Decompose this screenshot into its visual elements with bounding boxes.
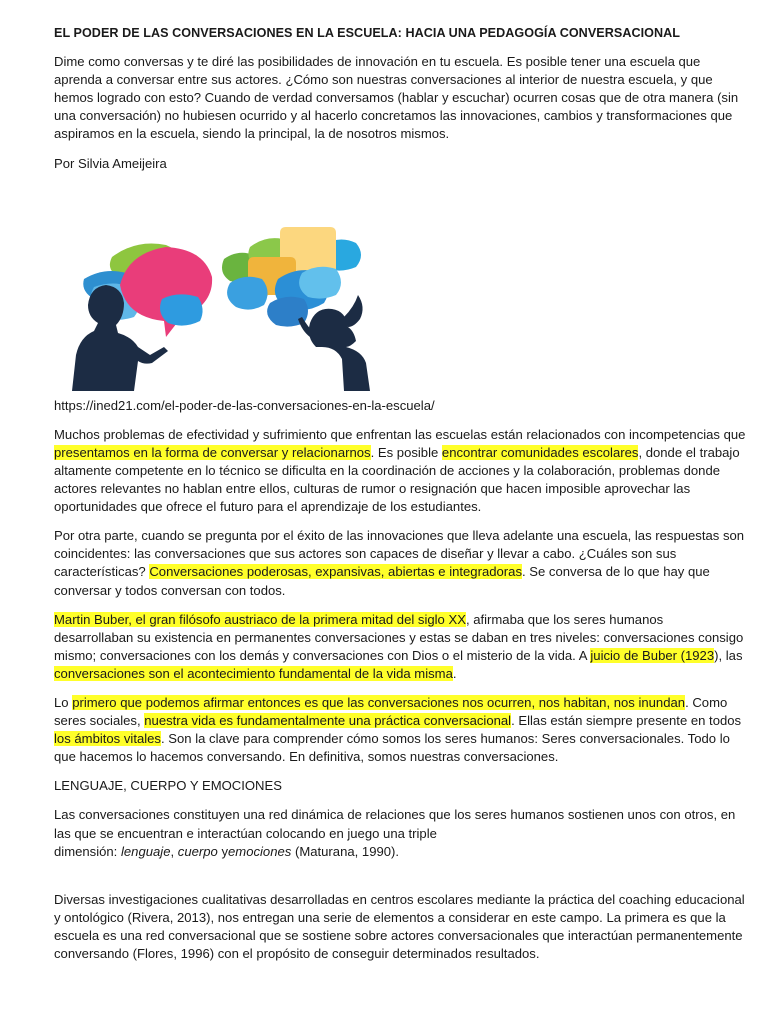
- highlight: conversaciones son el acontecimiento fundamental de la vida misma: [54, 665, 453, 681]
- document-title: EL PODER DE LAS CONVERSACIONES EN LA ESCUELA: HACIA UNA PEDAGOGÍA CONVERSACIONAL: [54, 26, 681, 40]
- author-line: Por Silvia Ameijeira: [54, 155, 167, 171]
- intro-paragraph: Dime como conversas y te diré las posibilidades de innovación en tu escuela. Es posible tener una escuela que aprenda a conversar entre sus actores. ¿Cómo son nuestras conversaciones al interior de nuestra escuela, y que hemos logrado con esto? Cuando de verdad conversamos (hablar y escuchar) ocurren cosas que de otra manera (sin una conversación) no hubiesen ocurrido y al hacerlo concretamos las innovaciones, cambios y transformaciones que aspiramos en la escuela, siendo la principal, la de nosotros mismos.: [54, 54, 739, 142]
- highlight: nuestra vida es fundamentalmente una práctica conversacional: [144, 713, 512, 729]
- highlight: Martin Buber, el gran filósofo austriaco de la primera mitad del siglo XX: [54, 611, 466, 627]
- highlight: los ámbitos vitales: [54, 731, 161, 747]
- document-page: [54, 24, 746, 963]
- highlight: juicio de Buber (1923: [590, 647, 715, 663]
- highlight: encontrar comunidades escolares: [441, 444, 639, 460]
- paragraph-buber: Martin Buber, el gran filósofo austriaco de la primera mitad del siglo XX, afirmaba que los seres humanos desarrollaban su existencia en permanentes conversaciones y estas se daban en tres niveles: conversaciones consigo mismo; conversaciones con los demás y conversaciones con Dios o el misterio de la vida. A juicio de Buber (1923), las conversaciones son el acontecimiento fundamental de la vida misma.: [54, 611, 744, 681]
- highlight: Conversaciones poderosas, expansivas, abiertas e integradoras: [149, 564, 522, 580]
- source-link[interactable]: https://ined21.com/el-poder-de-las-conversaciones-en-la-escuela/: [54, 397, 435, 413]
- paragraph-problems: Muchos problemas de efectividad y sufrimiento que enfrentan las escuelas están relacionados con incompetencias que presentamos en la forma de conversar y relacionarnos. Es posible encontrar comunidades escolares, donde el trabajo altamente competente en lo técnico se dificulta en la coordinación de acciones y la colaboración, problemas donde actores relevantes no hablan entre ellos, culturas de rumor o resignación que hacen imposible aprovechar las oportunidades que ofrece el futuro para el aprendizaje de los estudiantes.: [54, 426, 746, 515]
- highlight: primero que podemos afirmar entonces es que las conversaciones nos ocurren, nos habitan, nos inundan: [72, 694, 686, 710]
- two-women-conversation-speech-bubbles-illustration: [54, 187, 400, 391]
- paragraph-conversational-life: Lo primero que podemos afirmar entonces es que las conversaciones nos ocurren, nos habitan, nos inundan. Como seres sociales, nuestra vida es fundamentalmente una práctica conversacional. Ellas están siempre presente en todos los ámbitos vitales. Son la clave para comprender cómo somos los seres humanos: Seres conversacionales. Todo lo que hacemos lo hacemos conversando. En definitiva, somos nuestras conversaciones.: [54, 694, 742, 765]
- paragraph-research: Diversas investigaciones cualitativas desarrolladas en centros escolares mediante la práctica del coaching educacional y ontológico (Rivera, 2013), nos entregan una serie de elementos a considerar en este campo. La primera es que la escuela es una red conversacional que se sostiene sobre actores conversacionales que interactúan permanentemente conversando (Flores, 1996) con el propósito de conseguir determinados resultados.: [54, 891, 745, 961]
- section-subtitle: LENGUAJE, CUERPO Y EMOCIONES: [54, 778, 282, 794]
- paragraph-network: Las conversaciones constituyen una red dinámica de relaciones que los seres humanos sostienen unos con otros, en las que se encuentran e interactúan colocando en juego una triple dimensión: lenguaje, cuerpo yemociones (Maturana, 1990).: [54, 807, 736, 859]
- highlight: presentamos en la forma de conversar y relacionarnos: [54, 444, 371, 460]
- paragraph-innovations: Por otra parte, cuando se pregunta por el éxito de las innovaciones que lleva adelante una escuela, las respuestas son coincidentes: las conversaciones que sus actores son capaces de diseñar y llevar a cabo. ¿Cuáles son sus características? Conversaciones poderosas, expansivas, abiertas e integradoras. Se conversa de lo que hay que conversar y todos conversan con todos.: [54, 528, 745, 598]
